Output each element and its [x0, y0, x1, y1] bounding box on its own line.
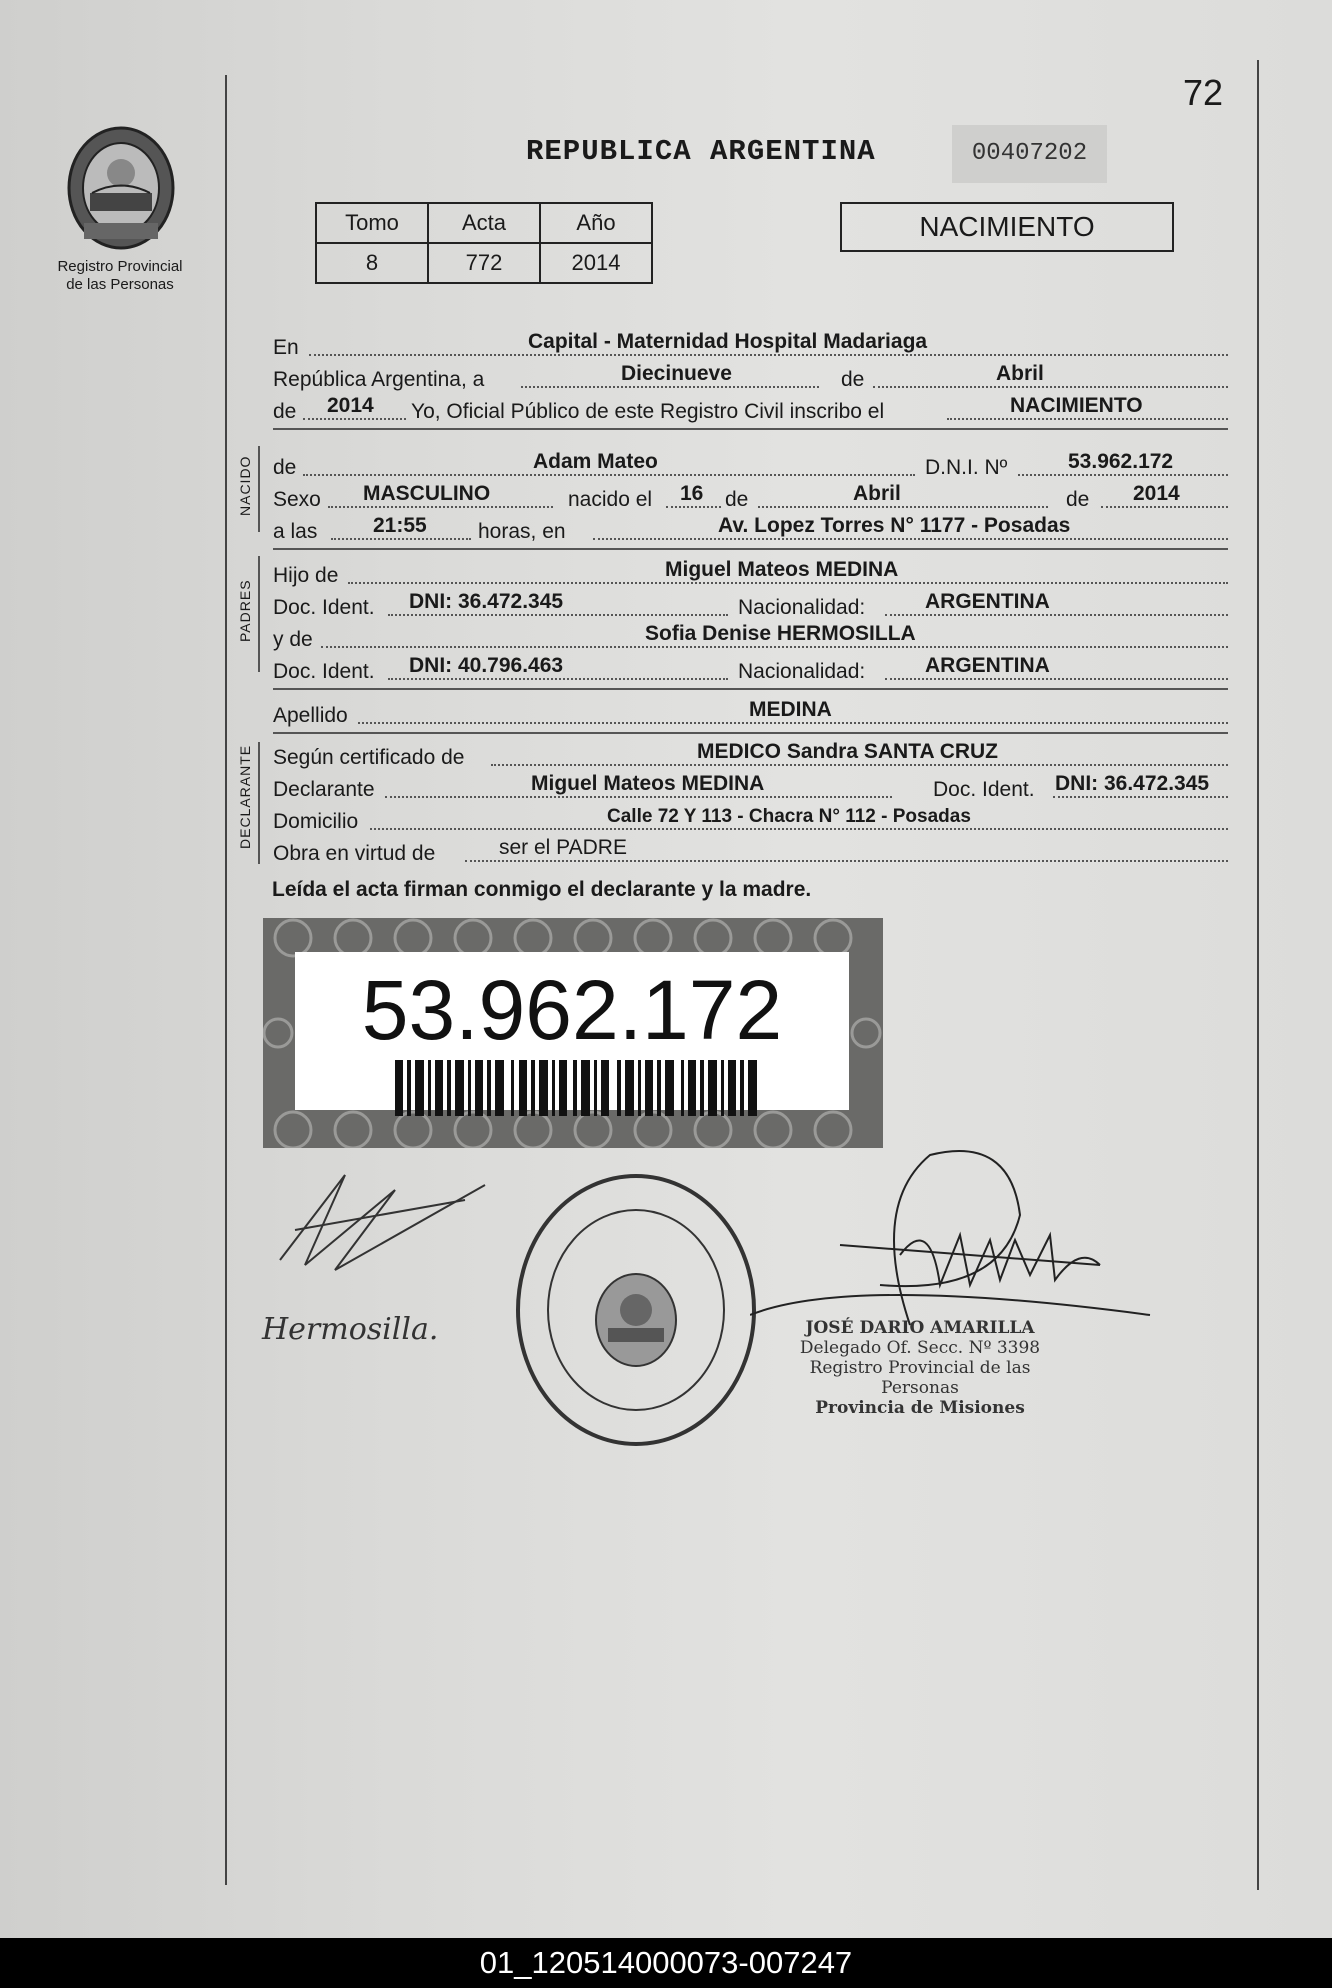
barcode-panel [295, 952, 849, 1110]
divider [273, 428, 1228, 431]
dots [947, 418, 1228, 420]
dots [388, 614, 728, 616]
obra-label: Obra en virtud de [273, 842, 436, 865]
left-margin-line [225, 75, 227, 1885]
dots [309, 354, 1228, 356]
mother-signature [265, 1170, 505, 1300]
dots [491, 764, 1228, 766]
page-number: 72 [1183, 72, 1224, 113]
declarante-nombre-value: Miguel Mateos MEDINA [531, 772, 765, 795]
dots [885, 678, 1228, 680]
nacido-mes-value: Abril [853, 482, 901, 505]
dots [1053, 796, 1228, 798]
dots [370, 828, 1228, 830]
segun-label: Según certificado de [273, 746, 465, 769]
official-stamp-block [770, 1318, 1070, 1418]
document-type-box: NACIMIENTO [840, 202, 1174, 252]
nombre-value: Adam Mateo [533, 450, 658, 473]
dni-value: 53.962.172 [1068, 450, 1174, 473]
row-padre-doc [273, 588, 1228, 620]
official-signature [750, 1145, 1160, 1345]
en-label: En [273, 336, 299, 359]
horas-en-label: horas, en [478, 520, 566, 543]
nacido-lugar-value: Av. Lopez Torres N° 1177 - Posadas [718, 514, 1071, 537]
dots [521, 386, 819, 388]
row-madre-doc [273, 652, 1228, 684]
dots [358, 722, 1228, 724]
row-republica [273, 360, 1228, 392]
padres-side-label: PADRES [237, 579, 253, 642]
doc-label: Doc. Ident. [933, 778, 1035, 801]
oficial-text: Yo, Oficial Público de este Registro Civil inscribo el [411, 400, 885, 423]
dots [388, 678, 728, 680]
dia-value: Diecinueve [621, 362, 732, 385]
row-domicilio [273, 802, 1228, 834]
obra-value: ser el PADRE [499, 836, 627, 859]
padres-bracket [258, 556, 260, 672]
row-segun [273, 738, 1228, 770]
official-office: Registro Provincial de las Personas [809, 1358, 1031, 1398]
row-en [273, 328, 1228, 360]
divider [273, 548, 1228, 551]
divider [273, 688, 1228, 691]
mes-value: Abril [996, 362, 1044, 385]
sexo-label: Sexo [273, 488, 321, 511]
padre-doc-value: DNI: 36.472.345 [409, 590, 564, 613]
padre-nac-value: ARGENTINA [925, 590, 1050, 613]
dots [331, 538, 471, 540]
row-hora [273, 512, 1228, 544]
declarante-doc-value: DNI: 36.472.345 [1055, 772, 1210, 795]
certificado-value: MEDICO Sandra SANTA CRUZ [697, 740, 999, 763]
de-label: de [1066, 488, 1090, 511]
madre-nac-value: ARGENTINA [925, 654, 1050, 677]
official-province: Provincia de Misiones [815, 1398, 1025, 1418]
row-obra [273, 834, 1228, 866]
divider [273, 732, 1228, 735]
logo-caption-line-1: Registro Provincial [57, 258, 183, 275]
hora-value: 21:55 [373, 514, 427, 537]
country-title: REPUBLICA ARGENTINA [526, 135, 876, 168]
dots [1101, 506, 1228, 508]
dots [303, 418, 406, 420]
row-declarante [273, 770, 1228, 802]
registry-header-tomo: Tomo [316, 203, 428, 243]
y-de-label: y de [273, 628, 313, 651]
doc-label: Doc. Ident. [273, 596, 375, 619]
row-hijo-de [273, 556, 1228, 588]
lugar-value: Capital - Maternidad Hospital Madariaga [528, 330, 928, 353]
row-anio [273, 392, 1228, 424]
de-label: de [841, 368, 865, 391]
nacido-anio-value: 2014 [1133, 482, 1180, 505]
de-label: de [725, 488, 749, 511]
nacionalidad-label: Nacionalidad: [738, 660, 866, 683]
logo-caption-line-2: de las Personas [66, 276, 174, 293]
dots [758, 506, 1048, 508]
footer-code: 01_120514000073-007247 [0, 1938, 1332, 1988]
barcode-card [263, 918, 883, 1148]
registry-header-anio: Año [540, 203, 652, 243]
nacido-bracket [258, 446, 260, 532]
dots [303, 474, 915, 476]
dots [873, 386, 1228, 388]
row-sexo [273, 480, 1228, 512]
right-margin-line [1257, 60, 1259, 1890]
sexo-value: MASCULINO [363, 482, 491, 505]
dots [348, 582, 1228, 584]
barcode-number: 53.962.172 [361, 963, 783, 1057]
declarante-side-label: DECLARANTE [237, 744, 253, 849]
nacionalidad-label: Nacionalidad: [738, 596, 866, 619]
dots [328, 506, 553, 508]
row-nombre [273, 448, 1228, 480]
barcode-bars [395, 1060, 765, 1116]
row-y-de [273, 620, 1228, 652]
dots [1018, 474, 1228, 476]
de-label: de [273, 400, 297, 423]
row-apellido [273, 696, 1228, 728]
registry-value-acta: 772 [428, 243, 540, 283]
dots [465, 860, 1228, 862]
official-role: Delegado Of. Secc. Nº 3398 [799, 1338, 1041, 1358]
a-las-label: a las [273, 520, 318, 543]
registry-value-tomo: 8 [316, 243, 428, 283]
inscribe-value: NACIMIENTO [1010, 394, 1143, 417]
dni-label: D.N.I. Nº [925, 456, 1008, 479]
nacido-side-label: NACIDO [237, 455, 253, 516]
padre-value: Miguel Mateos MEDINA [665, 558, 899, 581]
province-logo [62, 123, 180, 253]
dots [321, 646, 1228, 648]
domicilio-value: Calle 72 Y 113 - Chacra N° 112 - Posadas [607, 806, 971, 827]
apellido-label: Apellido [273, 704, 348, 727]
doc-label: Doc. Ident. [273, 660, 375, 683]
intro-anio-value: 2014 [327, 394, 374, 417]
dots [885, 614, 1228, 616]
registry-header-acta: Acta [428, 203, 540, 243]
hijo-de-label: Hijo de [273, 564, 339, 587]
de-label: de [273, 456, 297, 479]
dots [593, 538, 1228, 540]
republica-label: República Argentina, a [273, 368, 485, 391]
registry-table [315, 202, 653, 284]
serial-number: 00407202 [952, 125, 1107, 183]
mother-signature-name: Hermosilla. [262, 1312, 439, 1347]
logo-caption [40, 258, 200, 294]
dots [385, 796, 892, 798]
nacido-dia-value: 16 [680, 482, 704, 505]
nacido-el-label: nacido el [568, 488, 653, 511]
apellido-value: MEDINA [749, 698, 832, 721]
declarante-label: Declarante [273, 778, 375, 801]
madre-doc-value: DNI: 40.796.463 [409, 654, 564, 677]
registry-header-row [316, 203, 652, 243]
registry-value-anio: 2014 [540, 243, 652, 283]
official-seal [512, 1170, 760, 1450]
registry-value-row [316, 243, 652, 283]
domicilio-label: Domicilio [273, 810, 359, 833]
closing-statement: Leída el acta firman conmigo el declarante y la madre. [272, 878, 812, 901]
official-name: JOSÉ DARIO AMARILLA [805, 1318, 1035, 1338]
declarante-bracket [258, 742, 260, 864]
madre-value: Sofia Denise HERMOSILLA [645, 622, 916, 645]
dots [666, 506, 721, 508]
